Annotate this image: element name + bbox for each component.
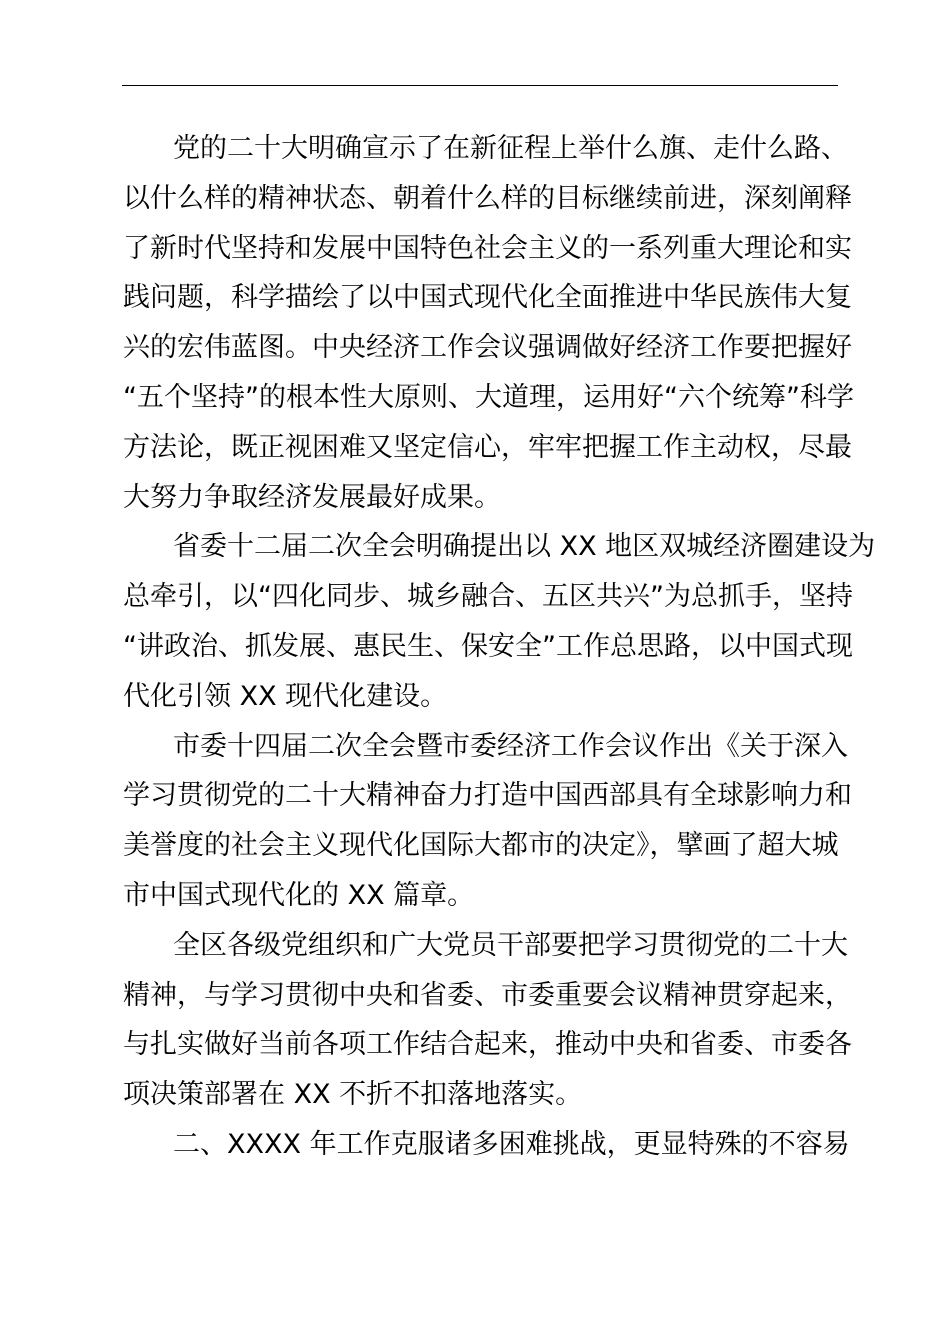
text-line: 党的二十大明确宣示了在新征程上举什么旗、走什么路、 [173, 133, 848, 164]
section-heading: 二、XXXX 年工作克服诸多困难挑战，更显特殊的不容易 [173, 1128, 850, 1160]
text-line: 全区各级党组织和广大党员干部要把学习贯彻党的二十大 [173, 929, 848, 961]
text-line: 践问题，科学描绘了以中国式现代化全面推进中华民族伟大复 [123, 282, 852, 314]
text-line: 市中国式现代化的 XX 篇章。 [123, 879, 475, 911]
text-line: 精神，与学习贯彻中央和省委、市委重要会议精神贯穿起来， [123, 979, 852, 1011]
text-line: “讲政治、抓发展、惠民生、保安全”工作总思路，以中国式现 [123, 630, 853, 662]
text-line: 省委十二届二次全会明确提出以 XX 地区双城经济圈建设为 [173, 531, 876, 563]
text-line: “五个坚持”的根本性大原则、大道理，运用好“六个统筹”科学 [123, 381, 854, 413]
text-line: 以什么样的精神状态、朝着什么样的目标继续前进，深刻阐释 [123, 182, 852, 214]
document-body [123, 124, 876, 1170]
text-line: 市委十四届二次全会暨市委经济工作会议作出《关于深入 [173, 730, 848, 762]
text-line: 方法论，既正视困难又坚定信心，牢牢把握工作主动权，尽最 [123, 431, 852, 463]
text-line: 总牵引，以“四化同步、城乡融合、五区共兴”为总抓手，坚持 [123, 581, 853, 613]
text-line: 大努力争取经济发展最好成果。 [123, 481, 501, 513]
text-line: 了新时代坚持和发展中国特色社会主义的一系列重大理论和实 [123, 232, 852, 264]
text-line: 兴的宏伟蓝图。中央经济工作会议强调做好经济工作要把握好 [123, 332, 852, 364]
text-line: 与扎实做好当前各项工作结合起来，推动中央和省委、市委各 [123, 1029, 852, 1061]
text-line: 代化引领 XX 现代化建设。 [123, 680, 448, 712]
header-rule [122, 85, 838, 86]
text-line: 美誉度的社会主义现代化国际大都市的决定》，擘画了超大城 [123, 830, 839, 862]
text-line: 项决策部署在 XX 不折不扣落地落实。 [123, 1079, 583, 1111]
text-line: 学习贯彻党的二十大精神奋力打造中国西部具有全球影响力和 [123, 780, 852, 812]
